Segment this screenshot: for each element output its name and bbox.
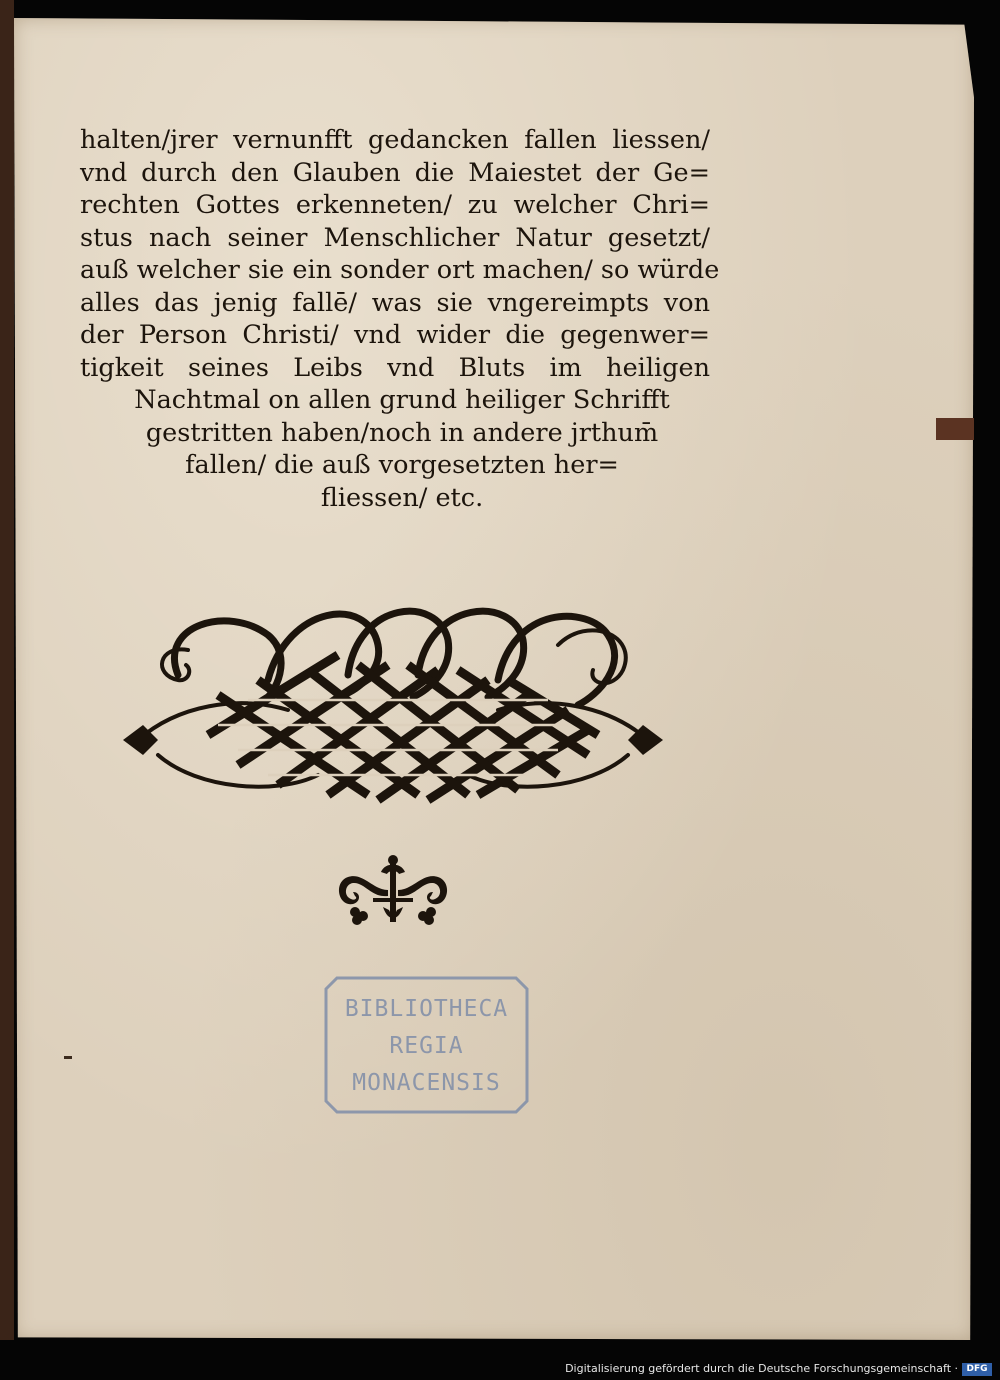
text-line: Nachtmal on allen grund heiliger Schrifft (134, 385, 670, 415)
body-text (80, 124, 720, 514)
text-line: der Person Christi/ vnd wider die gegenwer= (80, 320, 710, 350)
library-stamp (323, 975, 530, 1115)
text-line: stus nach seiner Menschlicher Natur gesetzt/ (80, 222, 710, 253)
stamp-line: MONACENSIS (352, 1070, 501, 1096)
text-line: alles das jenig fallē/ was sie vngereimpts von (80, 287, 710, 318)
margin-mark (64, 1056, 72, 1059)
braided-knot-ornament (118, 585, 668, 815)
stamp-line: REGIA (389, 1033, 464, 1059)
text-line: fliessen/ etc. (320, 482, 484, 513)
fleuron-ornament (333, 852, 453, 932)
book-spine-edge (0, 0, 14, 1340)
text-line: rechten Gottes erkenneten/ zu welcher Chri= (80, 190, 710, 220)
text-line: halten/jrer vernunfft gedancken fallen liessen/ (80, 125, 710, 155)
digitization-credit: Digitalisierung gefördert durch die Deutsche Forschungsgemeinschaft · (565, 1362, 958, 1375)
dfg-logo: DFG (962, 1363, 992, 1376)
text-line: auß welcher sie ein sonder ort machen/ so würde (80, 255, 720, 285)
text-line: fallen/ die auß vorgesetzten her= (185, 450, 619, 480)
text-line: gestritten haben/noch in andere jrthum̄ (145, 417, 659, 448)
text-line: vnd durch den Glauben die Maiestet der Ge= (80, 157, 710, 188)
text-line: tigkeit seines Leibs vnd Bluts im heiligen (80, 352, 710, 383)
page-tab-marker (936, 418, 974, 440)
stamp-line: BIBLIOTHECA (344, 996, 509, 1022)
